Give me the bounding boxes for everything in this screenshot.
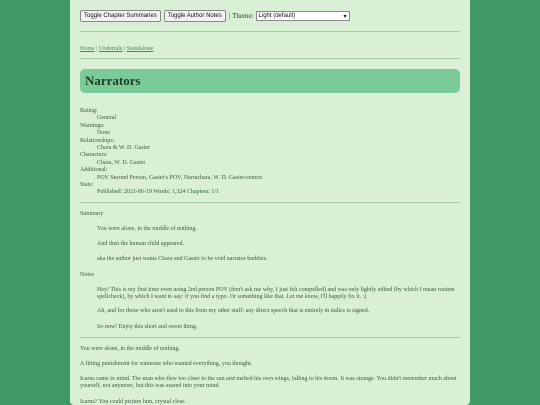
summary-paragraph: aka the author just wants Chara and Gaster to be void narrator buddies. <box>97 256 268 263</box>
notes-paragraph: Ah, and for those who aren't used to this from my other stuff: any direct speech that is entirely in italics is signed. <box>97 308 370 315</box>
breadcrumb-separator: | <box>96 46 98 52</box>
warnings-label: Warnings: <box>80 122 105 129</box>
summary-section <box>80 211 460 264</box>
work-metadata <box>80 108 460 197</box>
summary-label: Summary <box>80 210 104 217</box>
theme-label: Theme: <box>232 12 254 20</box>
stats-label: Stats: <box>80 182 94 189</box>
warnings-value: None <box>97 130 110 137</box>
divider <box>80 337 460 338</box>
content-panel <box>70 0 470 405</box>
breadcrumb-home-link[interactable]: Home <box>80 46 95 52</box>
theme-select[interactable] <box>256 11 350 21</box>
breadcrumb-standalone-link[interactable]: Standalone <box>126 46 154 52</box>
notes-paragraph: So now! Enjoy this short and sweet thing. <box>97 323 198 330</box>
chapter-text <box>80 346 460 405</box>
characters-value: Chara, W. D. Gaster <box>97 159 146 166</box>
toolbar-separator: | <box>228 12 231 20</box>
summary-paragraph: And then the human child appeared. <box>97 241 184 248</box>
page-title: Narrators <box>80 69 460 93</box>
breadcrumb <box>80 46 460 54</box>
additional-label: Additional: <box>80 167 108 174</box>
relationships-label: Relationships: <box>80 137 115 144</box>
relationships-value: Chara & W. D. Gaster <box>97 145 150 152</box>
toggle-chapter-summaries-button[interactable]: Toggle Chapter Summaries <box>80 10 161 22</box>
notes-section <box>80 272 460 331</box>
rating-label: Rating: <box>80 108 98 114</box>
toggle-author-notes-button[interactable]: Toggle Author Notes <box>164 10 226 22</box>
story-paragraph: Icarus came to mind. The man who flew too close to the sun and melted his own wings, falling to his doom. It was strange. You didn't remember much about yourself, not anymore, but this was seared into your mind. <box>80 376 457 390</box>
stats-value: Published: 2021-06-19 Words: 1,324 Chapters: 1/1 <box>97 189 220 196</box>
notes-paragraph: Hey! This is my first time even using 2nd person POV (don't ask me why, I just felt compelled) and was only lightly edited (by which I mean routine spellcheck), by which I want to say: if you find a typo. Or something like that. Let me know, I'll happily fix it. :) <box>97 286 455 301</box>
characters-label: Characters: <box>80 152 108 159</box>
chevron-down-icon: ▾ <box>343 13 347 20</box>
summary-paragraph: You were alone, in the middle of nothing. <box>97 226 197 233</box>
theme-select-value: Light (default) <box>258 13 296 19</box>
divider <box>80 58 460 59</box>
divider <box>80 31 460 32</box>
rating-value: General <box>97 115 116 122</box>
breadcrumb-separator: | <box>124 46 126 52</box>
additional-value: POV Second Person, Gaster's POV, Narrachara, W. D. Gaster-centric <box>97 174 263 181</box>
story-paragraph: Icarus? You could picture him, crystal clear. <box>80 398 186 405</box>
toolbar <box>80 10 460 22</box>
breadcrumb-undertale-link[interactable]: Undertale <box>98 46 123 52</box>
story-paragraph: A fitting punishment for someone who wanted everything, you thought. <box>80 360 253 367</box>
notes-label: Notes <box>80 271 94 278</box>
divider <box>80 202 460 203</box>
story-paragraph: You were alone, in the middle of nothing. <box>80 345 180 352</box>
